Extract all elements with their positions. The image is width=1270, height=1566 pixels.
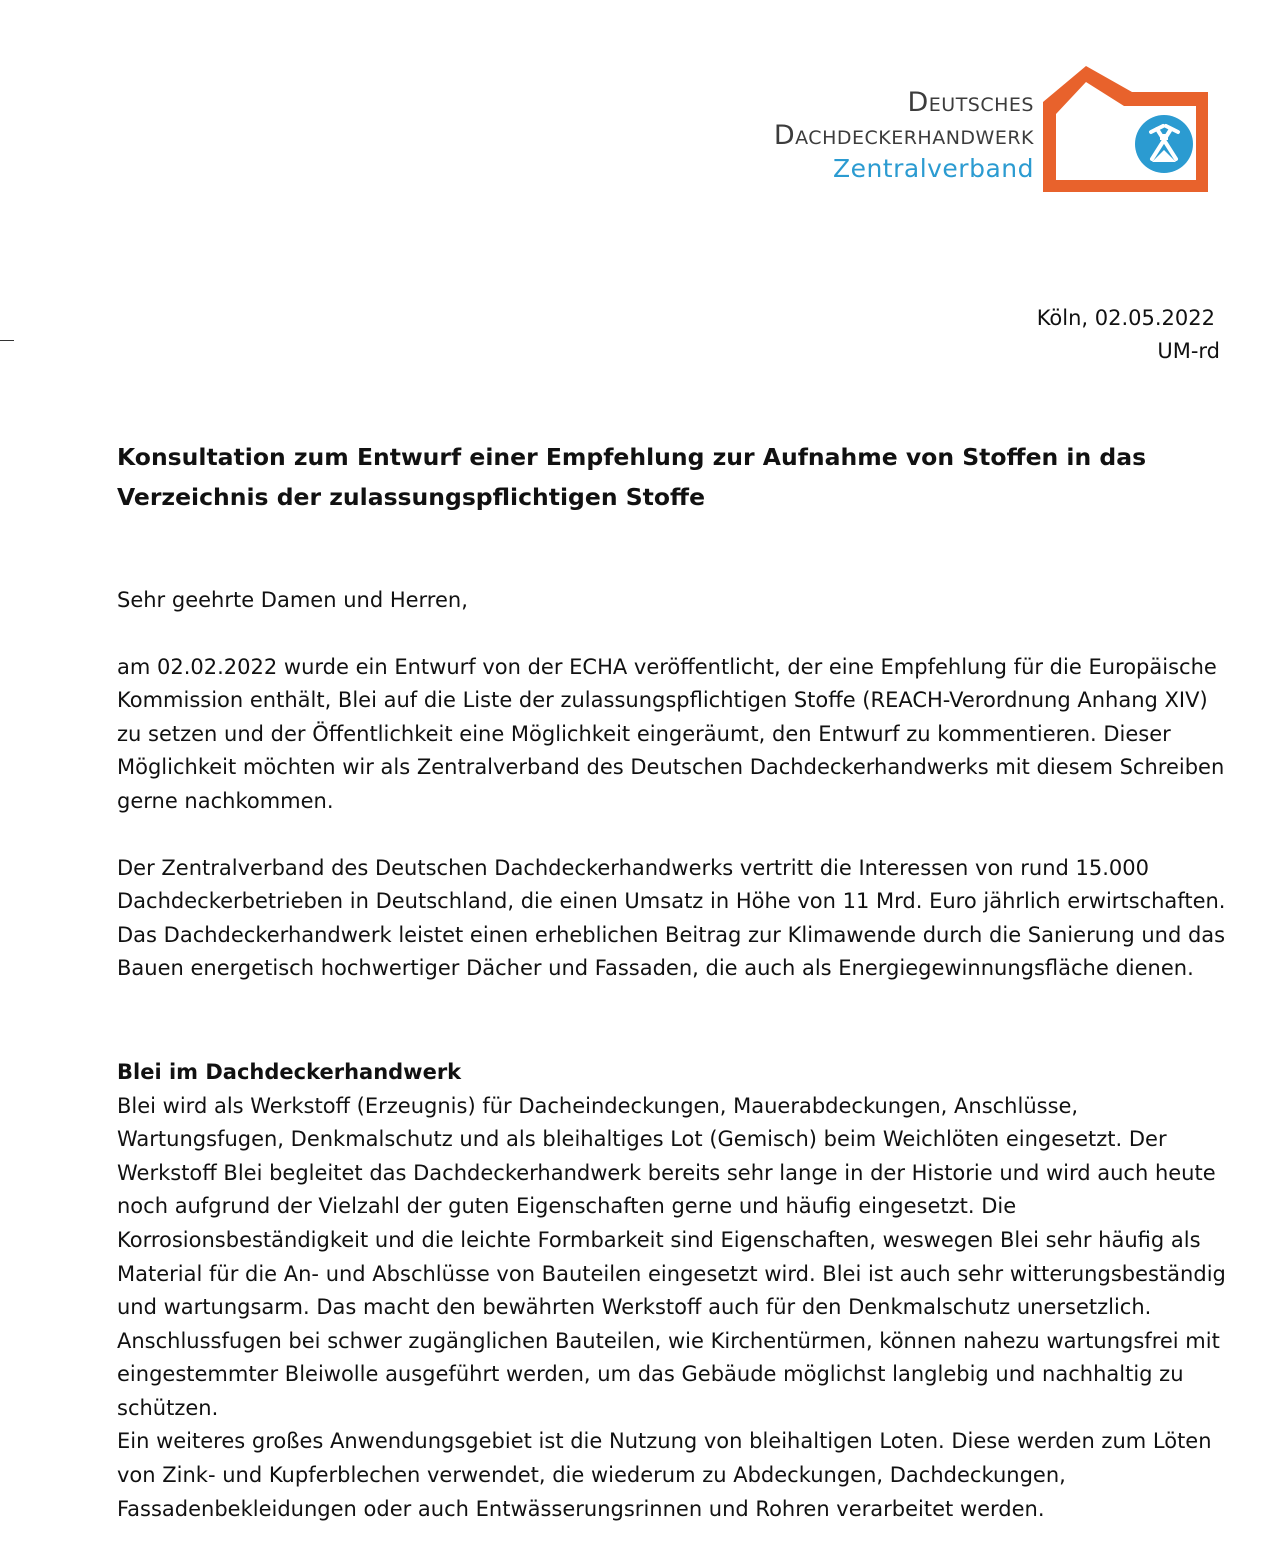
roofer-guild-emblem-icon — [1135, 115, 1193, 173]
letterhead-line-dachdeckerhandwerk: Dachdeckerhandwerk — [773, 120, 1034, 151]
letterhead-line-zentralverband: Zentralverband — [832, 154, 1034, 183]
fold-mark — [0, 340, 14, 341]
section-paragraph-lead-uses: Blei wird als Werkstoff (Erzeugnis) für Dacheindeckungen, Mauerabdeckungen, Anschlüsse, Wartungsfugen, Denkmalschutz und als bleihaltiges Lot (Gemisch) beim Weichlöten eingesetzt. Der Werkstoff Blei begleitet das Dachdeckerhandwerk bereits sehr lange in der Historie und wird auch heute noch aufgrund der Vielzahl der guten Eigenschaften gerne und häufig eingesetzt. Die Korrosionsbeständigkeit und die leichte Formbarkeit sind Eigenschaften, weswegen Blei sehr häufig als Material für die An- und Abschlüsse von Bauteilen eingesetzt wird. Blei ist auch sehr witterungsbeständig und wartungsarm. Das macht den bewährten Werkstoff auch für den Denkmalschutz unersetzlich. Anschlussfugen bei schwer zugänglichen Bauteilen, wie Kirchentürmen, können nahezu wartungsfrei mit eingestemmter Bleiwolle ausgeführt werden, um das Gebäude möglichst langlebig und nachhaltig zu schützen. — [117, 1093, 1226, 1420]
section-paragraph-solders: Ein weiteres großes Anwendungsgebiet ist die Nutzung von bleihaltigen Loten. Diese werden zum Löten von Zink- und Kupferblechen verwendet, die wiederum zu Abdeckungen, Dachdeckungen, Fassadenbekleidungen oder auch Entwässerungsrinnen und Rohren verarbeitet werden. — [117, 1429, 1212, 1521]
letterhead-line-deutsches: Deutsches — [907, 87, 1034, 118]
letter-meta — [1037, 302, 1220, 368]
place-date: Köln, 02.05.2022 — [1036, 306, 1215, 330]
paragraph-intro: am 02.02.2022 wurde ein Entwurf von der ECHA veröffentlicht, der eine Empfehlung für die Europäische Kommission enthält, Blei auf die Liste der zulassungspflichtigen Stoffe (REACH-Verordnung Anhang XIV) zu setzen und der Öffentlichkeit eine Möglichkeit eingeräumt, den Entwurf zu kommentieren. Dieser Möglichkeit möchten wir als Zentralverband des Deutschen Dachdeckerhandwerks mit diesem Schreiben gerne nachkommen. — [117, 654, 1225, 813]
letter-subject: Konsultation zum Entwurf einer Empfehlung zur Aufnahme von Stoffen in das Verzeichnis der zulassungspflichtigen Stoffe — [117, 443, 1147, 511]
letterhead-wordmark — [774, 86, 1034, 185]
salutation: Sehr geehrte Damen und Herren, — [117, 588, 468, 612]
section-heading: Blei im Dachdeckerhandwerk — [117, 1059, 462, 1084]
reference-code: UM-rd — [1157, 339, 1220, 363]
roof-logo-icon — [1040, 64, 1212, 196]
letter-body — [117, 437, 1227, 1526]
paragraph-association: Der Zentralverband des Deutschen Dachdeckerhandwerks vertritt die Interessen von rund 15.000 Dachdeckerbetrieben in Deutschland, die einen Umsatz in Höhe von 11 Mrd. Euro jährlich erwirtschaften. Das Dachdeckerhandwerk leistet einen erheblichen Beitrag zur Klimawende durch die Sanierung und das Bauen energetisch hochwertiger Dächer und Fassaden, die auch als Energiegewinnungsfläche dienen. — [117, 855, 1226, 981]
